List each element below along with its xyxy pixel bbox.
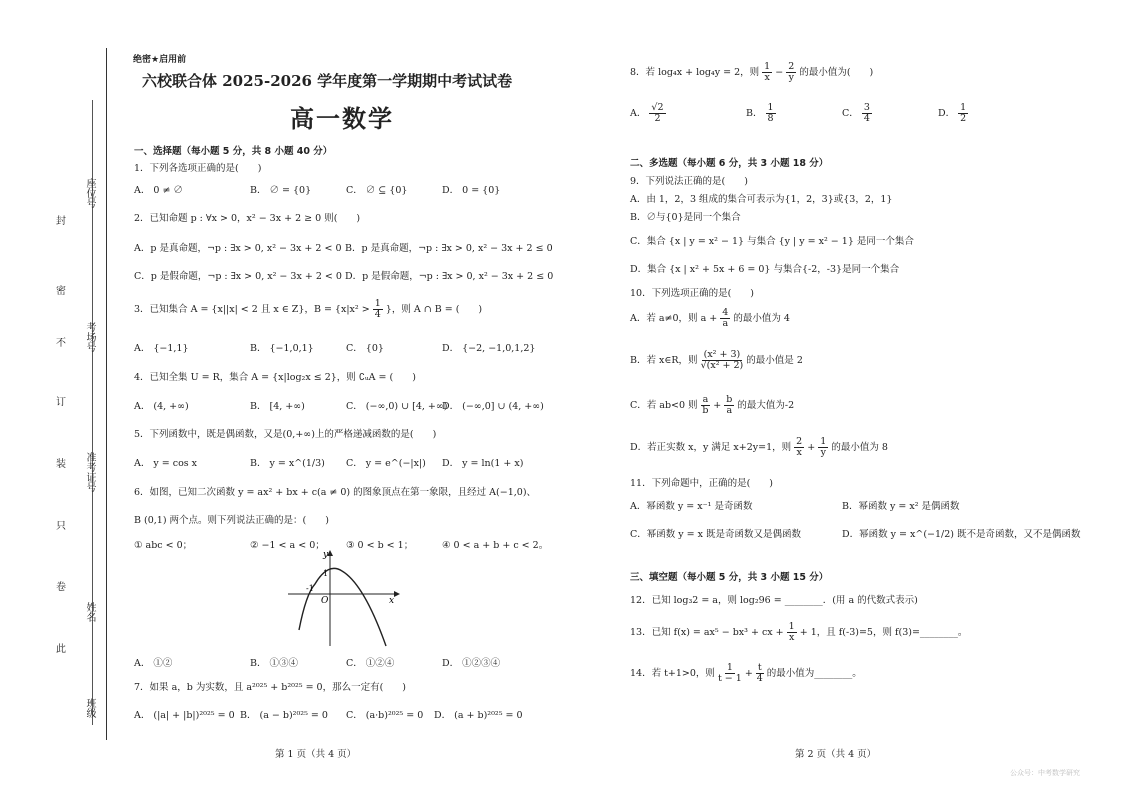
q3-option-c: C． {0} bbox=[346, 343, 384, 354]
question-4: 4．已知全集 U = R，集合 A = {x|log₂x ≤ 2}，则 ∁ᵤA = ( ) bbox=[134, 372, 416, 383]
field-exam-id: 准考证号 bbox=[84, 452, 95, 492]
q5-option-b: B． y = x^(1/3) bbox=[250, 458, 325, 469]
question-3: 3．已知集合 A = {x||x| < 2 且 x ∈ Z}，B = {x|x² > $\frac{1}{4}$ }，则 A ∩ B = ( ) bbox=[134, 298, 483, 320]
q2-option-c: C．p 是假命题，¬p : ∃x > 0, x² − 3x + 2 < 0 bbox=[134, 271, 342, 282]
q2-option-d: D．p 是假命题，¬p : ∃x > 0, x² − 3x + 2 ≤ 0 bbox=[345, 271, 554, 282]
subject-title: 高一数学 bbox=[290, 105, 394, 133]
field-class: 班级 bbox=[84, 698, 95, 718]
x-axis-arrow bbox=[394, 591, 400, 597]
fraction: $\frac{1}{x}$ bbox=[764, 61, 771, 83]
question-2: 2．已知命题 p : ∀x > 0，x² − 3x + 2 ≥ 0 则( ) bbox=[134, 213, 361, 224]
question-5: 5．下列函数中，既是偶函数，又是(0,+∞)上的严格递减函数的是( ) bbox=[134, 429, 437, 440]
q6-option-a: A． ①② bbox=[134, 658, 173, 669]
seal-char: 只 bbox=[56, 521, 66, 532]
q6-option-c: C． ①②④ bbox=[346, 658, 395, 669]
section-3-heading: 三、填空题（每小题 5 分，共 3 小题 15 分） bbox=[630, 572, 829, 583]
q10-option-c: C．若 ab<0 则 $\frac{a}{b}$ + $\frac{b}{a}$ 的最大值为-2 bbox=[630, 394, 795, 416]
seal-char: 订 bbox=[56, 397, 66, 408]
q1-option-c: C． ∅ ⊆ {0} bbox=[346, 185, 408, 196]
q7-option-c: C． (a·b)²⁰²⁵ = 0 bbox=[346, 710, 424, 721]
q8-option-d: D． $\frac{1}{2}$ bbox=[938, 102, 967, 124]
q11-option-c: C．幂函数 y = x 既是奇函数又是偶函数 bbox=[630, 529, 802, 540]
q6-statement-2: ② −1 < a < 0； bbox=[250, 540, 325, 551]
q11-option-b: B．幂函数 y = x² 是偶函数 bbox=[842, 501, 960, 512]
fraction: $\frac{1}{4}$ bbox=[374, 298, 381, 320]
x-axis-label: x bbox=[389, 596, 395, 606]
q4-option-b: B． [4, +∞) bbox=[250, 401, 305, 412]
x-intercept-label: -1 bbox=[306, 584, 314, 593]
q7-option-d: D． (a + b)²⁰²⁵ = 0 bbox=[434, 710, 523, 721]
q4-option-d: D． (−∞,0] ∪ (4, +∞) bbox=[442, 401, 544, 412]
y-axis-label: y bbox=[323, 550, 329, 560]
y-intercept-label: 1 bbox=[323, 569, 329, 578]
seal-char: 不 bbox=[56, 338, 66, 349]
q4-option-a: A． (4, +∞) bbox=[134, 401, 189, 412]
secret-mark: 绝密★启用前 bbox=[133, 55, 187, 65]
q10-option-a: A．若 a≠0，则 a + $\frac{4}{a}$ 的最小值为 4 bbox=[630, 307, 790, 329]
field-room: 考场号 bbox=[84, 322, 95, 352]
question-12: 12．已知 log₃2 = a，则 log₂96 = ________．(用 a 的代数式表示) bbox=[630, 595, 918, 606]
q3-option-d: D． {−2, −1,0,1,2} bbox=[442, 343, 536, 354]
seal-char: 密 bbox=[56, 286, 66, 297]
question-1: 1．下列各选项正确的是( ) bbox=[134, 163, 262, 174]
q6-option-d: D． ①②③④ bbox=[442, 658, 501, 669]
q2-option-a: A．p 是真命题，¬p : ∃x > 0, x² − 3x + 2 < 0 bbox=[134, 243, 342, 254]
q8-option-c: C． $\frac{3}{4}$ bbox=[842, 102, 870, 124]
q8-option-a: A． $\frac{√2}{2}$ bbox=[630, 102, 664, 124]
page-2-footer: 第 2 页（共 4 页） bbox=[795, 749, 877, 760]
question-8: 8．若 log₄x + log₄y = 2，则 $\frac{1}{x}$ − $\frac{2}{y}$ 的最小值为( ) bbox=[630, 61, 874, 83]
exam-title: 六校联合体 2025-2026 学年度第一学期期中考试试卷 bbox=[142, 72, 513, 90]
question-11: 11．下列命题中，正确的是( ) bbox=[630, 478, 774, 489]
q8-option-b: B． $\frac{1}{8}$ bbox=[746, 102, 774, 124]
question-7: 7．如果 a，b 为实数，且 a²⁰²⁵ + b²⁰²⁵ = 0，那么一定有( ) bbox=[134, 682, 407, 693]
question-14: 14．若 t+1>0，则 $\frac{1}{t - 1}$ + $\frac{t}{4}$ 的最小值为________。 bbox=[630, 662, 862, 684]
q6-option-b: B． ①③④ bbox=[250, 658, 299, 669]
parabola-graph bbox=[284, 548, 400, 648]
q1-option-a: A． 0 ≠ ∅ bbox=[134, 185, 183, 196]
q10-option-d: D．若正实数 x，y 满足 x+2y=1，则 $\frac{2}{x}$ + $\frac{1}{y}$ 的最小值为 8 bbox=[630, 436, 888, 458]
seal-char: 装 bbox=[56, 459, 66, 470]
origin-label: O bbox=[321, 596, 329, 606]
seal-char: 卷 bbox=[56, 582, 66, 593]
fraction: $\frac{2}{y}$ bbox=[788, 61, 795, 83]
seal-char: 此 bbox=[56, 644, 66, 655]
q9-option-c: C．集合 {x | y = x² − 1} 与集合 {y | y = x² − 1} 是同一个集合 bbox=[630, 236, 914, 247]
q7-option-b: B． (a − b)²⁰²⁵ = 0 bbox=[240, 710, 328, 721]
q6-statement-1: ① abc < 0； bbox=[134, 540, 193, 551]
q6-statement-4: ④ 0 < a + b + c < 2。 bbox=[442, 540, 549, 551]
binding-line bbox=[106, 48, 107, 740]
section-2-heading: 二、多选题（每小题 6 分，共 3 小题 18 分） bbox=[630, 158, 829, 169]
question-10: 10．下列选项正确的是( ) bbox=[630, 288, 755, 299]
q9-option-b: B．∅与{0}是同一个集合 bbox=[630, 212, 741, 223]
q11-option-d: D．幂函数 y = x^(−1/2) 既不是奇函数，又不是偶函数 bbox=[842, 529, 1081, 540]
page-1-footer: 第 1 页（共 4 页） bbox=[275, 749, 357, 760]
q9-option-a: A．由 1，2，3 组成的集合可表示为{1，2，3}或{3，2，1} bbox=[630, 194, 893, 205]
question-9: 9．下列说法正确的是( ) bbox=[630, 176, 748, 187]
q3-option-a: A． {−1,1} bbox=[134, 343, 189, 354]
field-seat: 座位号 bbox=[84, 178, 95, 208]
q5-option-c: C． y = e^(−|x|) bbox=[346, 458, 426, 469]
section-1-heading: 一、选择题（每小题 5 分，共 8 小题 40 分） bbox=[134, 146, 333, 157]
q3-option-b: B． {−1,0,1} bbox=[250, 343, 314, 354]
field-name: 姓名 bbox=[84, 602, 95, 622]
q10-option-b: B．若 x∈R，则 $\frac{\text{(x² + 3)}}{\text{√(x² + 2)}}$ 的最小值是 2 bbox=[630, 349, 803, 371]
q9-option-d: D．集合 {x | x² + 5x + 6 = 0} 与集合{-2，-3}是同一个集合 bbox=[630, 264, 900, 275]
q5-option-a: A． y = cos x bbox=[134, 458, 198, 469]
q11-option-a: A．幂函数 y = x⁻¹ 是奇函数 bbox=[630, 501, 753, 512]
parabola-curve bbox=[299, 568, 386, 646]
q6-statement-3: ③ 0 < b < 1； bbox=[346, 540, 414, 551]
q1-option-b: B． ∅ = {0} bbox=[250, 185, 312, 196]
q1-option-d: D． 0 = {0} bbox=[442, 185, 501, 196]
question-13: 13．已知 f(x) = ax⁵ − bx³ + cx + $\frac{1}{x}$ + 1，且 f(-3)=5，则 f(3)=________。 bbox=[630, 621, 968, 643]
question-6-line-2: B (0,1) 两个点。则下列说法正确的是：( ) bbox=[134, 515, 329, 526]
q5-option-d: D． y = ln(1 + x) bbox=[442, 458, 524, 469]
q7-option-a: A． (|a| + |b|)²⁰²⁵ = 0 bbox=[134, 710, 235, 721]
q4-option-c: C． (−∞,0) ∪ [4, +∞) bbox=[346, 401, 448, 412]
seal-char: 封 bbox=[56, 216, 66, 227]
watermark: 公众号：中考数学研究 bbox=[1010, 769, 1080, 777]
q2-option-b: B．p 是真命题，¬p : ∃x > 0, x² − 3x + 2 ≤ 0 bbox=[345, 243, 553, 254]
question-6-line-1: 6．如图，已知二次函数 y = ax² + bx + c(a ≠ 0) 的图象顶点在第一象限，且经过 A(−1,0)、 bbox=[134, 487, 537, 498]
